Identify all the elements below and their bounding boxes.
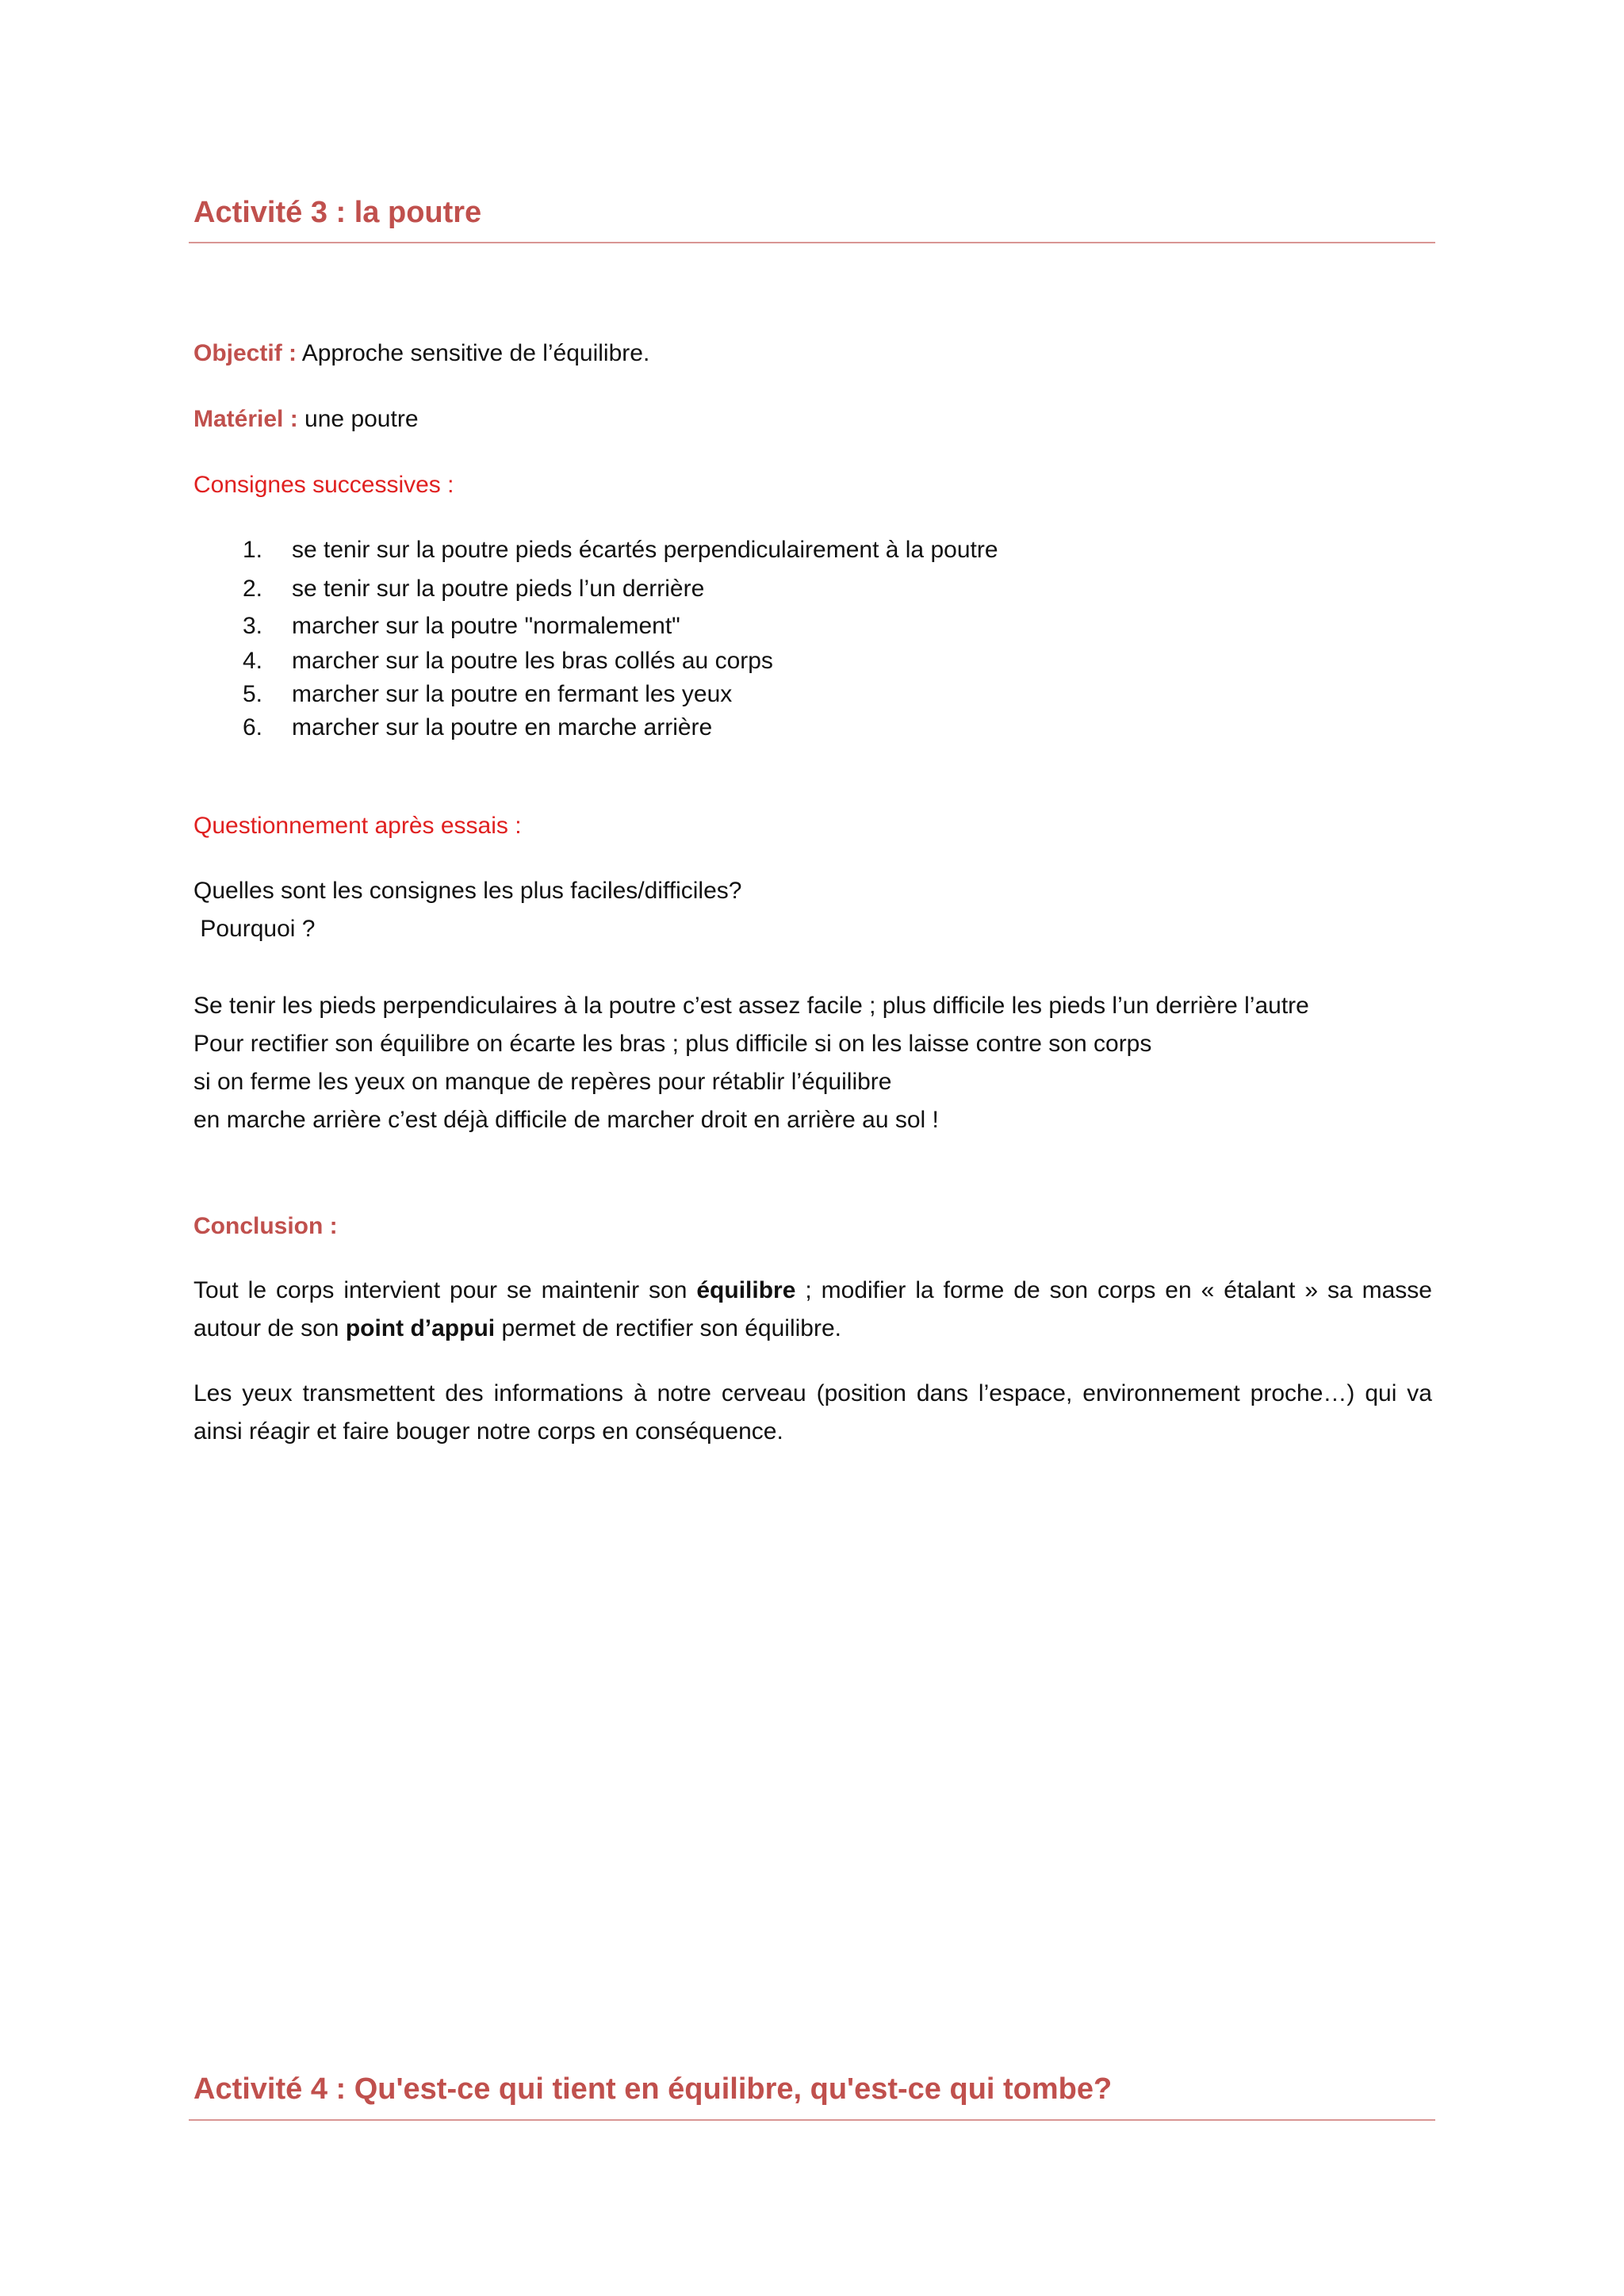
list-item-number: 4.	[243, 648, 263, 674]
consignes-heading	[193, 466, 1432, 504]
conclusion-text: Les yeux transmettent des informations à notre cerveau (position dans l’espace, environnement proche…) qui va ainsi réagir et faire bouger notre corps en conséquence.	[193, 1380, 1432, 1445]
question-line-2: Pourquoi ?	[193, 916, 316, 942]
materiel-line	[193, 400, 1432, 438]
materiel-text: une poutre	[297, 406, 419, 432]
consignes-label: Consignes successives :	[193, 472, 454, 498]
activity-4-title: Activité 4 : Qu'est-ce qui tient en équilibre, qu'est-ce qui tombe?	[193, 2072, 1113, 2106]
conclusion-text: Tout le corps intervient pour se maintenir son	[193, 1277, 697, 1303]
activity-3-title: Activité 3 : la poutre	[193, 196, 482, 229]
conclusion-paragraph-2	[193, 1375, 1432, 1451]
list-item-text: marcher sur la poutre les bras collés au corps	[292, 648, 773, 674]
conclusion-label: Conclusion :	[193, 1213, 338, 1239]
activity-3-title-rule	[189, 242, 1435, 243]
list-item-number: 3.	[243, 613, 263, 639]
answer-line: si on ferme les yeux on manque de repères pour rétablir l’équilibre	[193, 1069, 892, 1095]
list-item-number: 2.	[243, 576, 263, 602]
list-item	[243, 534, 998, 572]
objectif-text: Approche sensitive de l’équilibre.	[297, 340, 650, 366]
list-item-number: 6.	[243, 714, 263, 740]
activity-4-title-rule	[189, 2119, 1435, 2121]
consignes-list	[243, 534, 998, 744]
conclusion-bold-point-appui: point d’appui	[345, 1315, 496, 1341]
list-item-text: marcher sur la poutre "normalement"	[292, 613, 680, 639]
questionnement-heading	[193, 807, 1432, 845]
conclusion-text: permet de rectifier son équilibre.	[495, 1315, 841, 1341]
answer-line: Se tenir les pieds perpendiculaires à la poutre c’est assez facile ; plus difficile les pieds l’un derrière l’autre	[193, 993, 1309, 1019]
objectif-line	[193, 335, 1432, 373]
list-item-text: marcher sur la poutre en fermant les yeux	[292, 681, 733, 707]
conclusion-heading	[193, 1207, 1432, 1246]
questionnement-label: Questionnement après essais :	[193, 813, 522, 839]
list-item-number: 5.	[243, 681, 263, 707]
question-line-1: Quelles sont les consignes les plus faciles/difficiles?	[193, 878, 742, 904]
objectif-label: Objectif :	[193, 340, 297, 366]
materiel-label: Matériel :	[193, 406, 298, 432]
conclusion-paragraph-1	[193, 1272, 1432, 1348]
list-item	[243, 678, 998, 711]
list-item	[243, 572, 998, 610]
conclusion-bold-equilibre: équilibre	[696, 1277, 796, 1303]
list-item	[243, 711, 998, 744]
question-block	[193, 872, 1432, 948]
list-item	[243, 610, 998, 645]
answer-line: en marche arrière c’est déjà difficile de marcher droit en arrière au sol !	[193, 1107, 939, 1133]
list-item-text: marcher sur la poutre en marche arrière	[292, 714, 713, 740]
list-item-text: se tenir sur la poutre pieds écartés perpendiculairement à la poutre	[292, 537, 998, 563]
answers-block	[193, 987, 1432, 1139]
conclusion-text: ; modifier la forme de son corps en « étalant » sa masse autour de son	[193, 1277, 1432, 1341]
answer-line: Pour rectifier son équilibre on écarte les bras ; plus difficile si on les laisse contre son corps	[193, 1031, 1152, 1057]
list-item-text: se tenir sur la poutre pieds l’un derrière	[292, 576, 705, 602]
list-item	[243, 645, 998, 678]
list-item-number: 1.	[243, 537, 263, 563]
